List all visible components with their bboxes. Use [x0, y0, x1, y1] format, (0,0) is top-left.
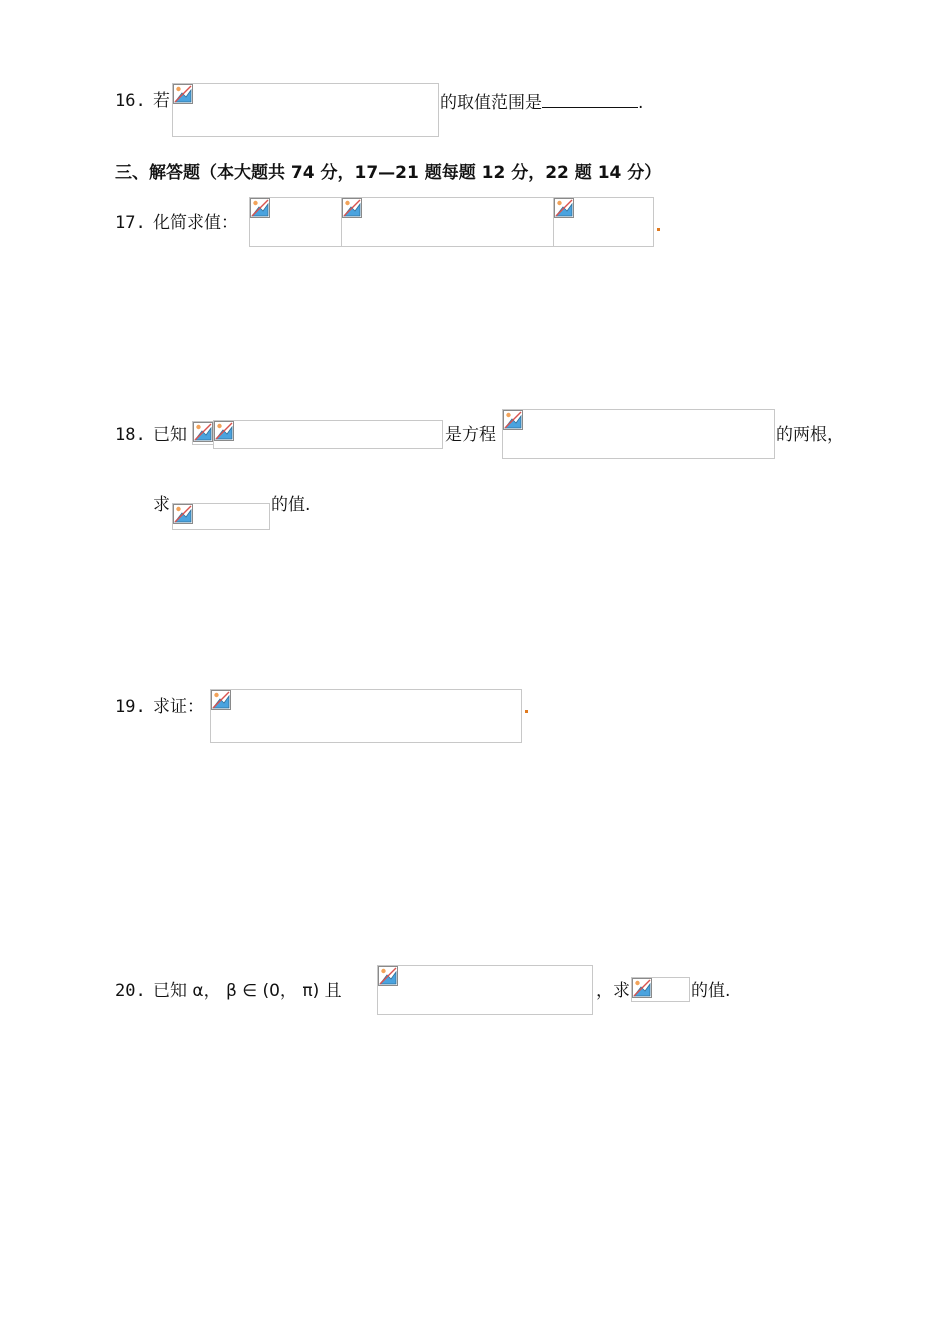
- q20-suffix: 的值.: [691, 981, 731, 1001]
- q17-formula-image-3: [553, 197, 654, 247]
- q18-formula-image-3: [172, 503, 270, 530]
- q18-formula-image-2: [502, 409, 775, 459]
- q17-formula-image-1: [249, 197, 342, 247]
- q18-middle: 是方程: [445, 425, 496, 445]
- section-heading: 三、解答题（本大题共 74 分，17—21 题每题 12 分，22 题 14 分）: [115, 163, 662, 183]
- q16-number: 16.: [115, 91, 146, 111]
- broken-image-icon: [173, 84, 193, 104]
- q20-formula-image-1: [377, 965, 593, 1015]
- q19-number: 19.: [115, 697, 146, 717]
- q20-prefix: 已知 α， β ∈ (0， π) 且: [153, 981, 342, 1001]
- q18-prefix: 已知: [153, 425, 187, 445]
- broken-image-icon: [632, 978, 652, 998]
- q18-line2-suffix: 的值.: [271, 495, 311, 515]
- broken-image-icon: [193, 422, 213, 442]
- broken-image-icon: [250, 198, 270, 218]
- q18-formula-image-1: [213, 420, 443, 449]
- q20-middle: ，求: [596, 981, 630, 1001]
- q17-end-dot: [657, 228, 660, 231]
- q18-formula-image-small: [192, 421, 214, 445]
- q16-end: .: [638, 93, 644, 113]
- q20-number: 20.: [115, 981, 146, 1001]
- q18-line2-prefix: 求: [153, 495, 170, 515]
- q19-text: 求证：: [153, 697, 204, 717]
- broken-image-icon: [342, 198, 362, 218]
- broken-image-icon: [378, 966, 398, 986]
- q16-formula-image: [172, 83, 439, 137]
- q17-formula-image-2: [341, 197, 554, 247]
- broken-image-icon: [173, 504, 193, 524]
- broken-image-icon: [211, 690, 231, 710]
- q19-formula-image: [210, 689, 522, 743]
- q17-text: 化简求值：: [153, 213, 238, 233]
- q20-formula-image-2: [631, 977, 690, 1002]
- broken-image-icon: [214, 421, 234, 441]
- q16-suffix: [440, 91, 643, 113]
- q17-number: 17.: [115, 213, 146, 233]
- broken-image-icon: [554, 198, 574, 218]
- q16-prefix: 若: [153, 91, 170, 111]
- q16-suffix-text: 的取值范围是: [440, 93, 542, 113]
- q18-suffix: 的两根，: [776, 425, 844, 445]
- q19-end-dot: [525, 710, 528, 713]
- broken-image-icon: [503, 410, 523, 430]
- q18-number: 18.: [115, 425, 146, 445]
- q16-answer-blank: [542, 91, 638, 108]
